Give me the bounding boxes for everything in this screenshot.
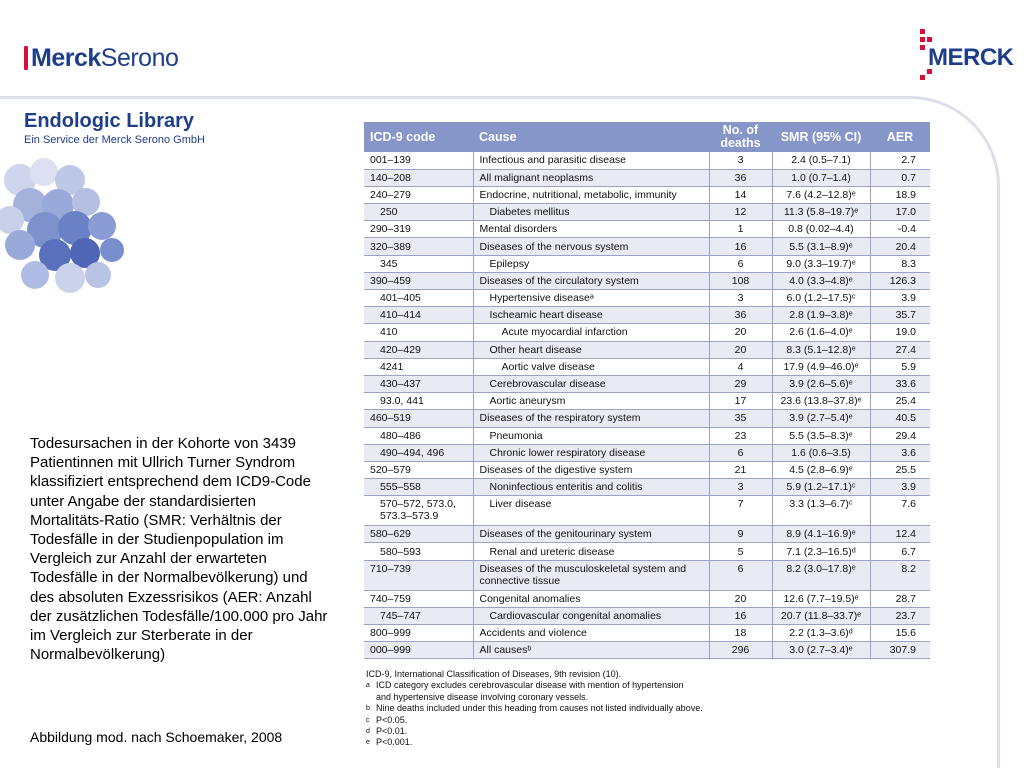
footnote-item bbox=[366, 726, 703, 737]
cell-icd: 250 bbox=[364, 204, 473, 221]
cell-icd: 001–139 bbox=[364, 152, 473, 169]
table-row bbox=[364, 479, 930, 496]
cell-icd: 580–629 bbox=[364, 526, 473, 543]
table-row bbox=[364, 590, 930, 607]
cell-aer: 3.9 bbox=[870, 290, 930, 307]
logo-text: MerckSerono bbox=[31, 43, 179, 72]
table-row bbox=[364, 341, 930, 358]
cell-aer: 40.5 bbox=[870, 410, 930, 427]
cell-smr: 4.0 (3.3–4.8)ᵉ bbox=[772, 272, 870, 289]
cell-aer: 5.9 bbox=[870, 358, 930, 375]
cell-cause: Diabetes mellitus bbox=[473, 204, 709, 221]
cell-icd: 800–999 bbox=[364, 625, 473, 642]
table-row bbox=[364, 169, 930, 186]
footnote-item bbox=[366, 715, 703, 726]
cell-smr: 1.0 (0.7–1.4) bbox=[772, 169, 870, 186]
cell-deaths: 6 bbox=[709, 560, 772, 590]
cell-aer: 3.6 bbox=[870, 444, 930, 461]
table-row bbox=[364, 255, 930, 272]
cell-aer: 8.3 bbox=[870, 255, 930, 272]
cell-deaths: 20 bbox=[709, 341, 772, 358]
cell-deaths: 36 bbox=[709, 169, 772, 186]
cell-cause: Diseases of the nervous system bbox=[473, 238, 709, 255]
footnote-item bbox=[366, 680, 703, 691]
footnote-mark: b bbox=[366, 705, 370, 713]
cell-aer: 27.4 bbox=[870, 341, 930, 358]
table-row bbox=[364, 272, 930, 289]
cell-aer: 18.9 bbox=[870, 186, 930, 203]
table-row bbox=[364, 496, 930, 526]
cell-deaths: 35 bbox=[709, 410, 772, 427]
table-row bbox=[364, 461, 930, 478]
footnote-text: P<0.001. bbox=[376, 737, 413, 748]
cell-aer: 17.0 bbox=[870, 204, 930, 221]
cell-icd: 520–579 bbox=[364, 461, 473, 478]
cell-aer: 25.5 bbox=[870, 461, 930, 478]
cell-deaths: 1 bbox=[709, 221, 772, 238]
cell-icd: 490–494, 496 bbox=[364, 444, 473, 461]
cell-cause: Liver disease bbox=[473, 496, 709, 526]
cell-deaths: 23 bbox=[709, 427, 772, 444]
footnote-mark: a bbox=[366, 682, 370, 690]
footnote-text: P<0.01. bbox=[376, 726, 408, 737]
table-row bbox=[364, 543, 930, 560]
figure-caption: Abbildung mod. nach Schoemaker, 2008 bbox=[30, 729, 283, 745]
cell-icd: 000–999 bbox=[364, 642, 473, 659]
table-row bbox=[364, 152, 930, 169]
cell-icd: 745–747 bbox=[364, 607, 473, 624]
cell-deaths: 6 bbox=[709, 444, 772, 461]
cell-smr: 17.9 (4.9–46.0)ᵉ bbox=[772, 358, 870, 375]
table-row bbox=[364, 204, 930, 221]
header-deaths: No. of deaths bbox=[709, 122, 772, 152]
merck-logo bbox=[918, 25, 1014, 85]
merck-logo-text: MERCK bbox=[928, 44, 1014, 71]
footnote-mark: d bbox=[366, 728, 370, 736]
cell-aer: 35.7 bbox=[870, 307, 930, 324]
table-row bbox=[364, 375, 930, 392]
cell-cause: Diseases of the circulatory system bbox=[473, 272, 709, 289]
cell-deaths: 108 bbox=[709, 272, 772, 289]
cell-deaths: 29 bbox=[709, 375, 772, 392]
cell-icd: 430–437 bbox=[364, 375, 473, 392]
cell-smr: 2.8 (1.9–3.8)ᵉ bbox=[772, 307, 870, 324]
cell-aer: 20.4 bbox=[870, 238, 930, 255]
table-row bbox=[364, 358, 930, 375]
table-row bbox=[364, 410, 930, 427]
cell-deaths: 18 bbox=[709, 625, 772, 642]
library-subtitle: Ein Service der Merck Serono GmbH bbox=[24, 134, 205, 146]
cell-icd: 570–572, 573.0, 573.3–573.9 bbox=[364, 496, 473, 526]
cell-aer: 33.6 bbox=[870, 375, 930, 392]
cell-aer: 28.7 bbox=[870, 590, 930, 607]
cell-cause: Acute myocardial infarction bbox=[473, 324, 709, 341]
cell-smr: 8.2 (3.0–17.8)ᵉ bbox=[772, 560, 870, 590]
footnote-intro: ICD-9, International Classification of Diseases, 9th revision (10). bbox=[366, 669, 622, 679]
table-row bbox=[364, 560, 930, 590]
table-header-row bbox=[364, 122, 930, 152]
footnote-text: P<0.05. bbox=[376, 714, 408, 725]
footnote-text: Nine deaths included under this heading from causes not listed individually above. bbox=[376, 703, 703, 714]
cell-icd: 390–459 bbox=[364, 272, 473, 289]
cell-smr: 5.9 (1.2–17.1)ᶜ bbox=[772, 479, 870, 496]
cell-cause: Diseases of the digestive system bbox=[473, 461, 709, 478]
cell-deaths: 16 bbox=[709, 607, 772, 624]
cell-smr: 2.6 (1.6–4.0)ᵉ bbox=[772, 324, 870, 341]
cell-cause: Accidents and violence bbox=[473, 625, 709, 642]
header-icd: ICD-9 code bbox=[364, 122, 473, 152]
cell-deaths: 36 bbox=[709, 307, 772, 324]
cell-deaths: 14 bbox=[709, 186, 772, 203]
cell-icd: 345 bbox=[364, 255, 473, 272]
cell-smr: 7.6 (4.2–12.8)ᵉ bbox=[772, 186, 870, 203]
header-aer: AER bbox=[870, 122, 930, 152]
cell-smr: 3.9 (2.7–5.4)ᵉ bbox=[772, 410, 870, 427]
table-row bbox=[364, 625, 930, 642]
cell-cause: Hypertensive diseaseᵃ bbox=[473, 290, 709, 307]
cell-cause: Diseases of the respiratory system bbox=[473, 410, 709, 427]
cell-smr: 1.6 (0.6–3.5) bbox=[772, 444, 870, 461]
cell-smr: 3.9 (2.6–5.6)ᵉ bbox=[772, 375, 870, 392]
table-row bbox=[364, 393, 930, 410]
cell-icd: 740–759 bbox=[364, 590, 473, 607]
cell-aer: 0.7 bbox=[870, 169, 930, 186]
cell-cause: Congenital anomalies bbox=[473, 590, 709, 607]
cell-smr: 8.3 (5.1–12.8)ᵉ bbox=[772, 341, 870, 358]
cell-icd: 420–429 bbox=[364, 341, 473, 358]
merck-serono-logo bbox=[24, 40, 178, 76]
cell-icd: 320–389 bbox=[364, 238, 473, 255]
table-row bbox=[364, 526, 930, 543]
cell-cause: All malignant neoplasms bbox=[473, 169, 709, 186]
table-body bbox=[364, 152, 930, 659]
cell-aer: 29.4 bbox=[870, 427, 930, 444]
cell-icd: 580–593 bbox=[364, 543, 473, 560]
cell-aer: 7.6 bbox=[870, 496, 930, 526]
cell-smr: 6.0 (1.2–17.5)ᶜ bbox=[772, 290, 870, 307]
cell-aer: 3.9 bbox=[870, 479, 930, 496]
cell-icd: 240–279 bbox=[364, 186, 473, 203]
cell-icd: 460–519 bbox=[364, 410, 473, 427]
cell-cause: Mental disorders bbox=[473, 221, 709, 238]
footnote-text: ICD category excludes cerebrovascular disease with mention of hypertension bbox=[376, 680, 684, 691]
cell-aer: 126.3 bbox=[870, 272, 930, 289]
cell-aer: 23.7 bbox=[870, 607, 930, 624]
cell-aer: 15.6 bbox=[870, 625, 930, 642]
cell-smr: 8.9 (4.1–16.9)ᵉ bbox=[772, 526, 870, 543]
cell-cause: Chronic lower respiratory disease bbox=[473, 444, 709, 461]
footnote-item bbox=[366, 703, 703, 714]
table-row bbox=[364, 238, 930, 255]
table-row bbox=[364, 607, 930, 624]
cell-cause: Aortic aneurysm bbox=[473, 393, 709, 410]
cell-deaths: 3 bbox=[709, 290, 772, 307]
cell-aer: 25.4 bbox=[870, 393, 930, 410]
table-row bbox=[364, 444, 930, 461]
footnote-continuation: and hypertensive disease involving coronary vessels. bbox=[376, 691, 589, 702]
footnote-mark: c bbox=[366, 716, 370, 724]
cell-cause: Noninfectious enteritis and colitis bbox=[473, 479, 709, 496]
cell-aer: 8.2 bbox=[870, 560, 930, 590]
cell-deaths: 9 bbox=[709, 526, 772, 543]
cell-deaths: 12 bbox=[709, 204, 772, 221]
cell-icd: 140–208 bbox=[364, 169, 473, 186]
cell-deaths: 20 bbox=[709, 590, 772, 607]
cell-aer: 307.9 bbox=[870, 642, 930, 659]
cell-deaths: 3 bbox=[709, 479, 772, 496]
cell-smr: 2.2 (1.3–3.6)ᵈ bbox=[772, 625, 870, 642]
cell-smr: 3.0 (2.7–3.4)ᵉ bbox=[772, 642, 870, 659]
cell-deaths: 5 bbox=[709, 543, 772, 560]
cell-deaths: 21 bbox=[709, 461, 772, 478]
cell-icd: 410–414 bbox=[364, 307, 473, 324]
cell-deaths: 3 bbox=[709, 152, 772, 169]
cell-deaths: 17 bbox=[709, 393, 772, 410]
cell-icd: 401–405 bbox=[364, 290, 473, 307]
cell-deaths: 4 bbox=[709, 358, 772, 375]
cell-aer: 19.0 bbox=[870, 324, 930, 341]
cell-cause: Diseases of the genitourinary system bbox=[473, 526, 709, 543]
cell-deaths: 7 bbox=[709, 496, 772, 526]
table-row bbox=[364, 221, 930, 238]
header-smr: SMR (95% CI) bbox=[772, 122, 870, 152]
cell-smr: 12.6 (7.7–19.5)ᵉ bbox=[772, 590, 870, 607]
cell-smr: 3.3 (1.3–6.7)ᶜ bbox=[772, 496, 870, 526]
table-row bbox=[364, 324, 930, 341]
cell-smr: 2.4 (0.5–7.1) bbox=[772, 152, 870, 169]
figure-description: Todesursachen in der Kohorte von 3439 Patientinnen mit Ullrich Turner Syndrom klassifiziert entsprechend dem ICD9-Code unter Angabe der standardisierten Mortalitäts-Ratio (SMR: Verhältnis der Todesfälle in der Studienpopulation im Vergleich zur Anzahl der erwarteten Todesfälle in der Normalbevölkerung) und des absoluten Exzessrisikos (AER: Anzahl der zusätzlichen Todesfälle/100.000 pro Jahr im Vergleich zur Sterberate in der Normalbevölkerung) bbox=[30, 435, 328, 664]
cell-deaths: 296 bbox=[709, 642, 772, 659]
footnote-list bbox=[366, 680, 703, 748]
cell-deaths: 16 bbox=[709, 238, 772, 255]
cell-cause: Ischeamic heart disease bbox=[473, 307, 709, 324]
header-cause: Cause bbox=[473, 122, 709, 152]
footnote-item bbox=[366, 737, 703, 748]
mortality-table bbox=[364, 122, 930, 659]
table-row bbox=[364, 290, 930, 307]
table-row bbox=[364, 186, 930, 203]
cell-cause: Epilepsy bbox=[473, 255, 709, 272]
cell-cause: Other heart disease bbox=[473, 341, 709, 358]
cell-smr: 5.5 (3.1–8.9)ᵉ bbox=[772, 238, 870, 255]
cell-aer: 2.7 bbox=[870, 152, 930, 169]
cell-smr: 9.0 (3.3–19.7)ᵉ bbox=[772, 255, 870, 272]
cell-cause: Renal and ureteric disease bbox=[473, 543, 709, 560]
cell-smr: 20.7 (11.8–33.7)ᵉ bbox=[772, 607, 870, 624]
cell-icd: 290–319 bbox=[364, 221, 473, 238]
cell-icd: 93.0, 441 bbox=[364, 393, 473, 410]
cell-smr: 4.5 (2.8–6.9)ᵉ bbox=[772, 461, 870, 478]
table-row bbox=[364, 642, 930, 659]
molecule-illustration bbox=[0, 150, 140, 310]
cell-icd: 480–486 bbox=[364, 427, 473, 444]
cell-smr: 7.1 (2.3–16.5)ᵈ bbox=[772, 543, 870, 560]
cell-deaths: 6 bbox=[709, 255, 772, 272]
cell-smr: 11.3 (5.8–19.7)ᵉ bbox=[772, 204, 870, 221]
cell-cause: Cerebrovascular disease bbox=[473, 375, 709, 392]
table-row bbox=[364, 427, 930, 444]
cell-aer: -0.4 bbox=[870, 221, 930, 238]
logo-bar bbox=[24, 46, 28, 70]
cell-cause: Diseases of the musculoskeletal system and connective tissue bbox=[473, 560, 709, 590]
cell-smr: 0.8 (0.02–4.4) bbox=[772, 221, 870, 238]
table-row bbox=[364, 307, 930, 324]
cell-icd: 555–558 bbox=[364, 479, 473, 496]
cell-cause: Aortic valve disease bbox=[473, 358, 709, 375]
cell-icd: 710–739 bbox=[364, 560, 473, 590]
cell-cause: All causesᵇ bbox=[473, 642, 709, 659]
cell-smr: 5.5 (3.5–8.3)ᵉ bbox=[772, 427, 870, 444]
cell-cause: Pneumonia bbox=[473, 427, 709, 444]
cell-icd: 410 bbox=[364, 324, 473, 341]
cell-deaths: 20 bbox=[709, 324, 772, 341]
cell-smr: 23.6 (13.8–37.8)ᵉ bbox=[772, 393, 870, 410]
footnote-mark: e bbox=[366, 739, 370, 747]
cell-icd: 4241 bbox=[364, 358, 473, 375]
cell-aer: 6.7 bbox=[870, 543, 930, 560]
cell-cause: Infectious and parasitic disease bbox=[473, 152, 709, 169]
cell-cause: Endocrine, nutritional, metabolic, immunity bbox=[473, 186, 709, 203]
cell-aer: 12.4 bbox=[870, 526, 930, 543]
footnotes bbox=[366, 669, 703, 749]
cell-cause: Cardiovascular congenital anomalies bbox=[473, 607, 709, 624]
library-title: Endologic Library bbox=[24, 110, 195, 132]
